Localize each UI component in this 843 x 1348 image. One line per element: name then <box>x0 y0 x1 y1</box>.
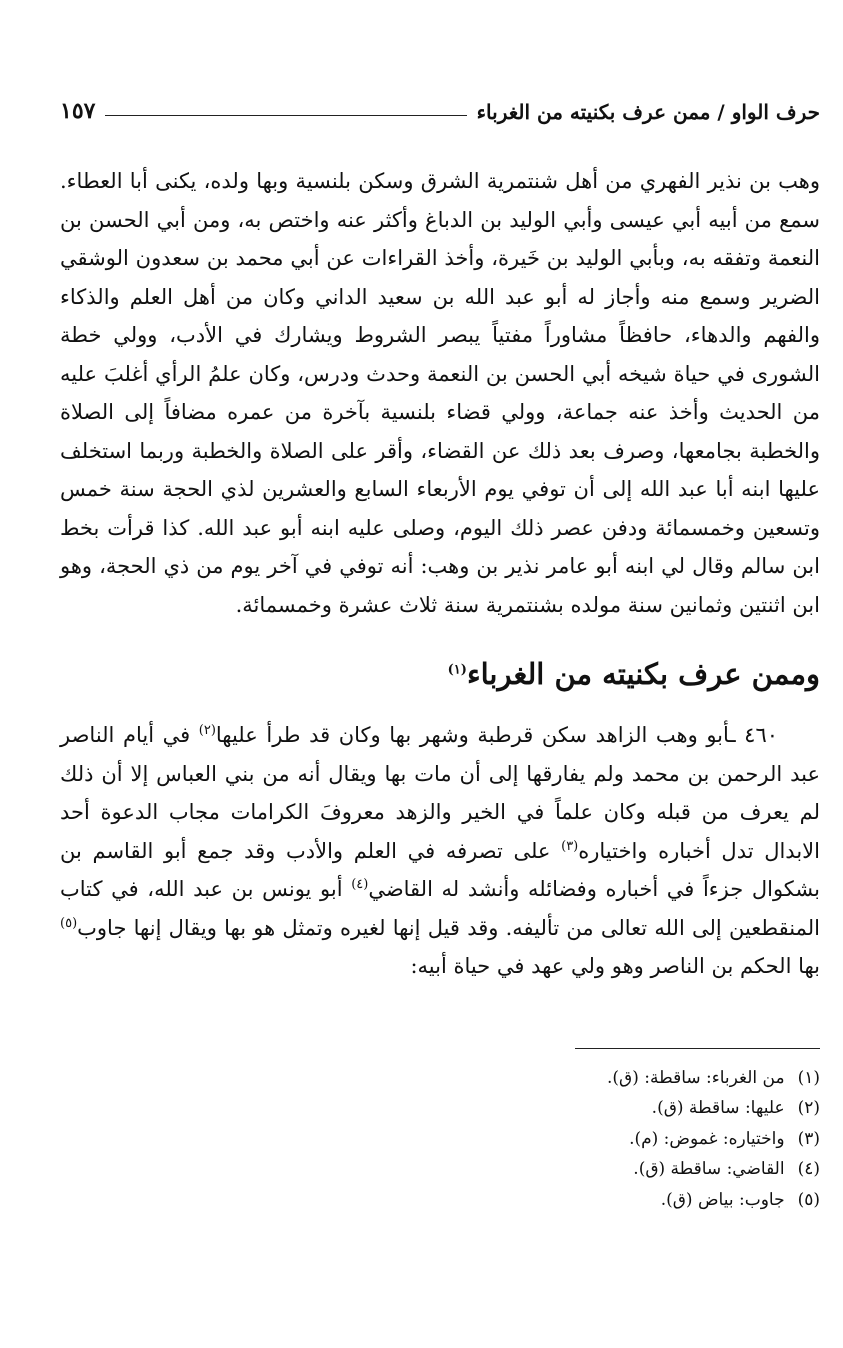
main-text <box>60 162 820 986</box>
running-title: حرف الواو / ممن عرف بكنيته من الغرباء <box>476 100 820 124</box>
footnote-text: واختياره: غموض: (م). <box>629 1128 785 1149</box>
footnote-item <box>60 1185 820 1216</box>
page-number: ١٥٧ <box>60 98 96 124</box>
footnote-number: (٥) <box>797 1189 820 1210</box>
footnote-text: القاضي: ساقطة (ق). <box>633 1159 785 1179</box>
footnote-number: (٤) <box>797 1159 820 1179</box>
entry-number: ٤٦٠ ـ <box>729 723 779 747</box>
footnote-marker: (٥) <box>60 915 78 931</box>
book-page <box>60 90 820 1215</box>
section-title-text: وممن عرف بكنيته من الغرباء <box>466 657 820 691</box>
section-heading <box>60 654 820 694</box>
footnote-text: جاوب: بياض (ق). <box>660 1189 785 1210</box>
footnote-item <box>60 1154 820 1185</box>
entry-paragraph <box>60 716 820 986</box>
entry-text-part: بها الحكم بن الناصر وهو ولي عهد في حياة أبيه: <box>410 954 820 978</box>
footnote-number: (٢) <box>797 1098 820 1118</box>
entry-text-part: في أيام الناصر عبد الرحمن بن محمد ولم يفارقها إلى أن مات بها ويقال أنه من بني العباس إلا أن ذلك لم يعرف من قبله وكان علماً في الخير والزهد معروفَ الكرامات مجاب الدعوة أحد الابدال تدل أخباره واختياره <box>60 723 820 863</box>
footnote-number: (٣) <box>797 1128 820 1149</box>
footnote-marker: (٢) <box>198 723 216 738</box>
biography-paragraph: وهب بن نذير الفهري من أهل شنتمرية الشرق وسكن بلنسية وبها ولده، يكنى أبا العطاء. سمع من أبيه أبي عيسى وأبي الوليد بن الدباغ وأكثر عنه واختص به، ومن أبي الحسن بن النعمة وتفقه به، وبأبي الوليد بن خَيرة، وأخذ القراءات عن أبي محمد بن سعدون الوشقي الضرير وسمع منه وأجاز له أبو عبد الله بن سعيد الداني وكان من أهل العلم والذكاء والفهم والدهاء، حافظاً مشاوراً مفتياً يبصر الشروط ويشارك في الأدب، وولي خطة الشورى في حياة شيخه أبي الحسن بن النعمة وحدث ودرس، وكان علمُ الرأي أغلبَ عليه من الحديث وأخذ عنه جماعة، وولي قضاء بلنسية بآخرة من عمره مضافاً إلى الصلاة والخطبة بجامعها، وصرف بعد ذلك عن القضاء، وأقر على الصلاة والخطبة وربما استخلف عليها ابنه أبا عبد الله إلى أن توفي يوم الأربعاء السابع والعشرين لذي الحجة سنة خمس وتسعين وخمسمائة ودفن عصر ذلك اليوم، وصلى عليه ابنه أبو عبد الله. كذا قرأت بخط ابن سالم وقال لي ابنه أبو عامر نذير بن وهب: أنه توفي في آخر يوم من ذي الحجة، وهو ابن اثنتين وثمانين سنة مولده بشنتمرية سنة ثلاث عشرة وخمسمائة. <box>60 169 820 617</box>
entry-text-part: أبو وهب الزاهد سكن قرطبة وشهر بها وكان قد طرأ عليها <box>215 723 730 747</box>
footnote-marker: (١) <box>447 662 467 678</box>
footnote-text: عليها: ساقطة (ق). <box>651 1098 785 1118</box>
entry-text-part: على تصرفه في العلم والأدب وقد جمع أبو القاسم بن بشكوال جزءاً في أخباره وفضائله وأنشد له القاضي <box>60 838 820 901</box>
footnote-number: (١) <box>797 1067 820 1088</box>
footnote-item <box>60 1063 820 1094</box>
entry-text-part: أبو يونس بن عبد الله، في كتاب المنقطعين إلى الله تعالى من تأليفه. وقد قيل إنها لغيره وتمثل هو بها ويقال إنها جاوب <box>60 877 820 940</box>
header-rule <box>105 115 466 116</box>
footnote-item <box>60 1093 820 1124</box>
footnote-marker: (٤) <box>351 877 369 892</box>
page-header <box>60 90 820 124</box>
footnote-marker: (٣) <box>561 838 579 854</box>
footnote-text: من الغرباء: ساقطة: (ق). <box>607 1067 785 1088</box>
footnote-item <box>60 1124 820 1155</box>
footnote-separator <box>575 1048 820 1049</box>
footnotes <box>60 1063 820 1216</box>
